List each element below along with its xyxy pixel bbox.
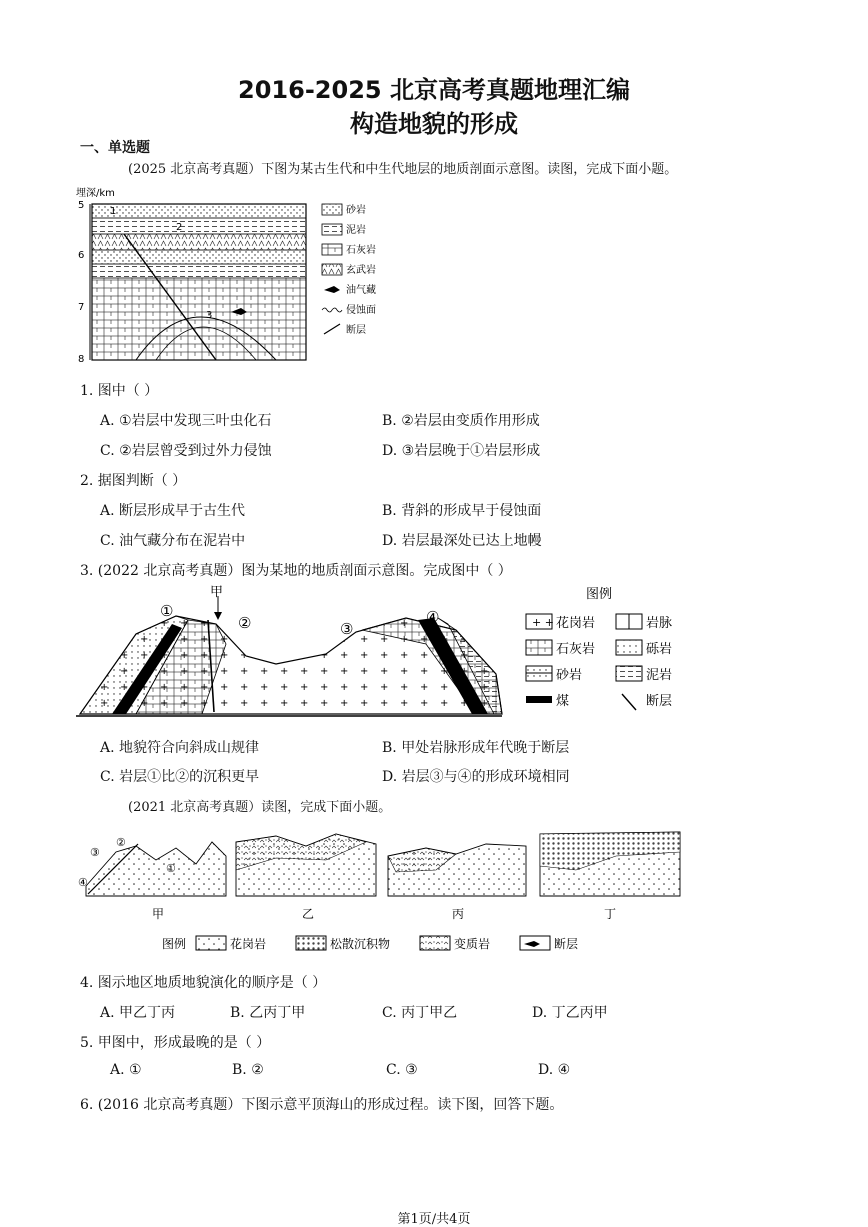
legend-basalt: 玄武岩	[346, 265, 376, 276]
figure-1-geologic-profile	[76, 184, 396, 366]
fig3-legend-metamorphic: 变质岩	[454, 937, 491, 951]
fig3-marker-3: ③	[90, 846, 100, 859]
q4-option-d[interactable]: D. 丁乙丙甲	[532, 1005, 608, 1021]
figure-3-legend	[162, 936, 578, 951]
legend-fault: 断层	[346, 325, 366, 336]
legend-oil-gas: 油气藏	[346, 285, 376, 296]
svg-text:+ +: + +	[532, 616, 554, 629]
figure-1-axis-label: 埋深/km	[76, 188, 115, 199]
q1-option-a[interactable]: A. ①岩层中发现三叶虫化石	[100, 413, 272, 429]
q6-stem: 6. (2016 北京高考真题）下图示意平顶海山的形成过程。读下图，回答下题。	[80, 1097, 564, 1113]
fig3-legend-title: 图例	[162, 937, 187, 951]
legend-limestone: 石灰岩	[346, 245, 376, 256]
legend-erosion-surface: 侵蚀面	[346, 305, 376, 316]
fig2-legend-title: 图例	[586, 587, 613, 602]
erosion-surface-icon	[322, 308, 342, 312]
layer-2-label: 2	[176, 222, 183, 233]
fig3-marker-2: ②	[116, 836, 126, 849]
figure-1-legend	[322, 203, 376, 336]
fig3-legend-fault: 断层	[554, 937, 579, 951]
fig2-legend-limestone: 石灰岩	[556, 642, 596, 657]
fig2-marker-1: ①	[160, 602, 174, 620]
legend-sandstone: 砂岩	[346, 205, 366, 216]
q3-stem: 3. (2022 北京高考真题）图为某地的地质剖面示意图。完成图中（ ）	[80, 563, 512, 579]
q4-option-c[interactable]: C. 丙丁甲乙	[382, 1005, 458, 1021]
fig2-marker-jia: 甲	[210, 585, 224, 600]
figure-2-legend	[526, 587, 672, 710]
intro-2021: (2021 北京高考真题）读图，完成下面小题。	[128, 800, 392, 815]
q1-stem: 1. 图中（ ）	[80, 383, 159, 399]
q3-option-b[interactable]: B. 甲处岩脉形成年代晚于断层	[382, 740, 570, 756]
tick-5: 5	[78, 200, 85, 211]
q4-stem: 4. 图示地区地质地貌演化的顺序是（ ）	[80, 975, 327, 991]
q3-option-c[interactable]: C. 岩层①比②的沉积更早	[100, 769, 260, 785]
q3-option-d[interactable]: D. 岩层③与④的形成环境相同	[382, 769, 570, 785]
q5-stem: 5. 甲图中，形成最晚的是（ ）	[80, 1035, 271, 1051]
fig3-legend-loose-sediment: 松散沉积物	[330, 937, 391, 951]
q4-option-b[interactable]: B. 乙丙丁甲	[230, 1005, 306, 1021]
q2-option-c[interactable]: C. 油气藏分布在泥岩中	[100, 533, 246, 549]
fig2-legend-mudstone: 泥岩	[646, 668, 673, 683]
q2-option-a[interactable]: A. 断层形成早于古生代	[100, 503, 246, 519]
oil-gas-icon	[324, 286, 340, 293]
fig3-marker-4: ④	[78, 876, 88, 889]
tick-8: 8	[78, 354, 85, 365]
q3-option-a[interactable]: A. 地貌符合向斜成山规律	[100, 740, 260, 756]
q2-option-b[interactable]: B. 背斜的形成早于侵蚀面	[382, 503, 542, 519]
q5-option-c[interactable]: C. ③	[386, 1062, 418, 1078]
tick-7: 7	[78, 302, 85, 313]
fig2-legend-fault: 断层	[646, 694, 673, 709]
panel-bing: 丙	[452, 907, 465, 921]
document-subtitle: 构造地貌的形成	[350, 110, 518, 138]
fig2-legend-granite: 花岗岩	[556, 616, 596, 631]
fig2-legend-conglomerate: 砾岩	[646, 642, 673, 657]
q1-option-b[interactable]: B. ②岩层由变质作用形成	[382, 413, 540, 429]
page-number: 第1页/共4页	[397, 1212, 471, 1227]
fig3-marker-1: ①	[166, 862, 176, 875]
q4-option-a[interactable]: A. 甲乙丁丙	[100, 1005, 176, 1021]
panel-ding: 丁	[604, 907, 617, 921]
panel-yi: 乙	[302, 907, 315, 921]
fig2-marker-2: ②	[238, 614, 252, 632]
fault-icon	[622, 694, 636, 710]
q1-option-c[interactable]: C. ②岩层曾受到过外力侵蚀	[100, 443, 272, 459]
tick-6: 6	[78, 250, 85, 261]
fig3-legend-granite: 花岗岩	[230, 937, 267, 951]
fig2-legend-sandstone: 砂岩	[556, 668, 583, 683]
q5-option-b[interactable]: B. ②	[232, 1062, 264, 1078]
fig2-marker-3: ③	[340, 620, 354, 638]
fig2-legend-coal: 煤	[556, 694, 570, 709]
figure-3-landform-evolution	[76, 826, 686, 956]
layer-3-label: 3	[206, 310, 213, 321]
legend-mudstone: 泥岩	[346, 225, 366, 236]
layer-1-label: 1	[110, 206, 117, 217]
q1-option-d[interactable]: D. ③岩层晚于①岩层形成	[382, 443, 541, 459]
fig2-marker-4: ④	[426, 608, 440, 626]
intro-2025: (2025 北京高考真题）下图为某古生代和中生代地层的地质剖面示意图。读图，完成下面小题。	[128, 162, 678, 177]
document-title: 2016-2025 北京高考真题地理汇编	[238, 76, 630, 104]
figure-2-geologic-profile	[76, 584, 696, 722]
panel-jia: 甲	[152, 907, 165, 921]
section-heading: 一、单选题	[80, 140, 150, 156]
q2-stem: 2. 据图判断（ ）	[80, 473, 187, 489]
q2-option-d[interactable]: D. 岩层最深处已达上地幔	[382, 533, 542, 549]
fault-icon	[324, 324, 340, 334]
fig2-legend-dike: 岩脉	[646, 616, 673, 631]
q5-option-a[interactable]: A. ①	[110, 1062, 142, 1078]
q5-option-d[interactable]: D. ④	[538, 1062, 571, 1078]
